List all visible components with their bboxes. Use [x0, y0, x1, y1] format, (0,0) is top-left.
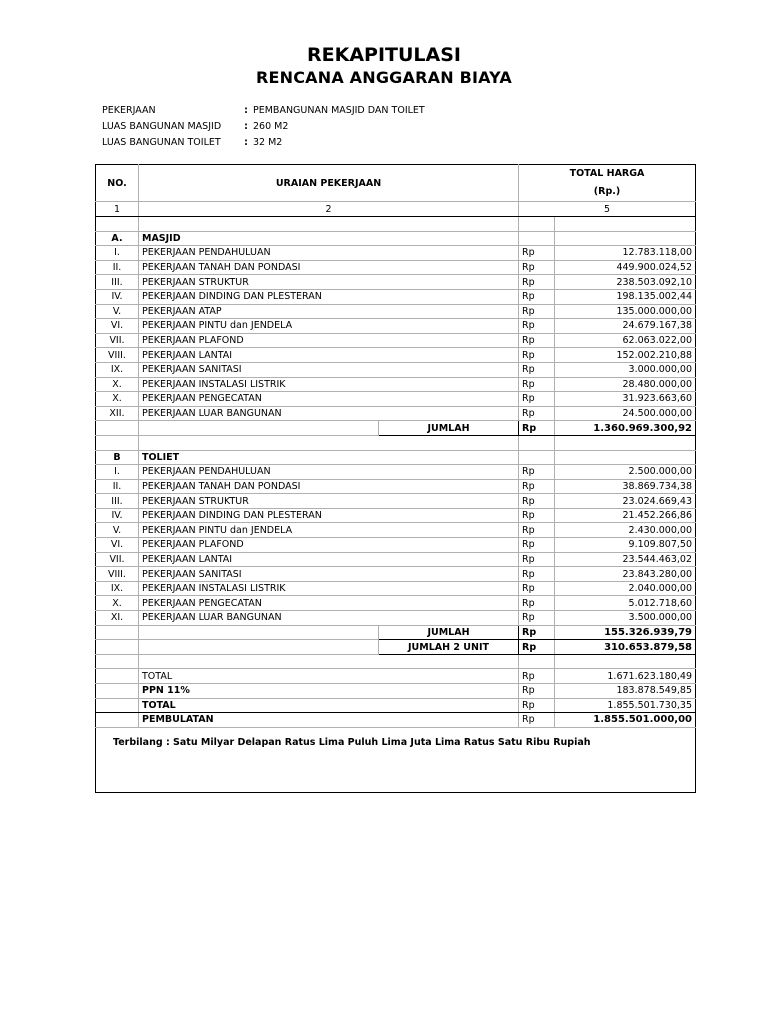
- item-currency: Rp: [519, 392, 555, 407]
- jumlah-label: JUMLAH: [379, 625, 519, 640]
- item-currency: Rp: [519, 538, 555, 553]
- info-row-pekerjaan: [102, 103, 425, 119]
- empty-cell: [139, 421, 379, 436]
- table-row: [96, 552, 696, 567]
- summary-row: [96, 669, 696, 684]
- table-row: [96, 465, 696, 480]
- summary-label: TOTAL: [139, 698, 519, 713]
- item-value: 198.135.002,44: [555, 289, 696, 304]
- item-value: 31.923.663,60: [555, 392, 696, 407]
- colnum-2: 2: [139, 202, 519, 217]
- item-currency: Rp: [519, 508, 555, 523]
- item-no: VIII.: [96, 567, 139, 582]
- table-row: [96, 523, 696, 538]
- item-name: PEKERJAAN SANITASI: [139, 362, 519, 377]
- summary-label: PPN 11%: [139, 684, 519, 699]
- item-name: PEKERJAAN INSTALASI LISTRIK: [139, 581, 519, 596]
- summary-value: 1.855.501.000,00: [555, 713, 696, 728]
- info-value: 32 M2: [253, 137, 283, 148]
- table-row: [96, 494, 696, 509]
- item-no: VI.: [96, 319, 139, 334]
- page-title: REKAPITULASI: [307, 44, 461, 66]
- item-name: PEKERJAAN LANTAI: [139, 348, 519, 363]
- jumlah-label: JUMLAH 2 UNIT: [379, 640, 519, 655]
- item-currency: Rp: [519, 581, 555, 596]
- item-currency: Rp: [519, 552, 555, 567]
- summary-row: [96, 713, 696, 728]
- table-row: [96, 538, 696, 553]
- item-no: VII.: [96, 333, 139, 348]
- item-name: PEKERJAAN INSTALASI LISTRIK: [139, 377, 519, 392]
- jumlah-value: 310.653.879,58: [555, 640, 696, 655]
- info-label: LUAS BANGUNAN TOILET: [102, 137, 221, 148]
- item-name: PEKERJAAN ATAP: [139, 304, 519, 319]
- empty-cell: [519, 435, 555, 450]
- summary-value: 183.878.549,85: [555, 684, 696, 699]
- item-no: IV.: [96, 289, 139, 304]
- empty-cell: [139, 435, 519, 450]
- item-no: II.: [96, 260, 139, 275]
- item-name: PEKERJAAN TANAH DAN PONDASI: [139, 260, 519, 275]
- item-name: PEKERJAAN PLAFOND: [139, 538, 519, 553]
- empty-cell: [96, 669, 139, 684]
- item-value: 2.500.000,00: [555, 465, 696, 480]
- item-currency: Rp: [519, 319, 555, 334]
- item-value: 62.063.022,00: [555, 333, 696, 348]
- terbilang-text: Terbilang : Satu Milyar Delapan Ratus Lima Puluh Lima Juta Lima Ratus Satu Ribu Rupiah: [96, 727, 696, 792]
- item-currency: Rp: [519, 246, 555, 261]
- info-row-luas-masjid: [102, 119, 425, 135]
- table-row: [96, 246, 696, 261]
- empty-cell: [139, 654, 519, 669]
- section-a-jumlah: [96, 421, 696, 436]
- empty-cell: [96, 435, 139, 450]
- item-no: XI.: [96, 611, 139, 626]
- item-no: VII.: [96, 552, 139, 567]
- table-row: [96, 392, 696, 407]
- info-colon: :: [244, 121, 248, 132]
- empty-cell: [96, 640, 139, 655]
- jumlah-value: 155.326.939,79: [555, 625, 696, 640]
- empty-cell: [139, 640, 379, 655]
- summary-row: [96, 684, 696, 699]
- item-currency: Rp: [519, 494, 555, 509]
- section-a-header: [96, 231, 696, 246]
- header-total-label: TOTAL HARGA: [569, 168, 645, 179]
- item-name: PEKERJAAN SANITASI: [139, 567, 519, 582]
- item-value: 2.430.000,00: [555, 523, 696, 538]
- section-b-header: [96, 450, 696, 465]
- item-name: PEKERJAAN PENGECATAN: [139, 596, 519, 611]
- header-uraian: URAIAN PEKERJAAN: [139, 165, 519, 202]
- item-value: 12.783.118,00: [555, 246, 696, 261]
- item-no: X.: [96, 596, 139, 611]
- item-currency: Rp: [519, 406, 555, 421]
- summary-row: [96, 698, 696, 713]
- item-name: PEKERJAAN PINTU dan JENDELA: [139, 523, 519, 538]
- item-name: PEKERJAAN DINDING DAN PLESTERAN: [139, 508, 519, 523]
- jumlah-label: JUMLAH: [379, 421, 519, 436]
- project-info: [102, 103, 425, 151]
- empty-cell: [96, 654, 139, 669]
- item-value: 38.869.734,38: [555, 479, 696, 494]
- table-row: [96, 596, 696, 611]
- table-row: [96, 260, 696, 275]
- table-row: [96, 406, 696, 421]
- item-currency: Rp: [519, 479, 555, 494]
- item-currency: Rp: [519, 260, 555, 275]
- spacer-row: [96, 435, 696, 450]
- info-value: PEMBANGUNAN MASJID DAN TOILET: [253, 105, 425, 116]
- item-name: PEKERJAAN DINDING DAN PLESTERAN: [139, 289, 519, 304]
- summary-currency: Rp: [519, 698, 555, 713]
- item-value: 2.040.000,00: [555, 581, 696, 596]
- item-value: 21.452.266,86: [555, 508, 696, 523]
- item-name: PEKERJAAN PINTU dan JENDELA: [139, 319, 519, 334]
- item-value: 135.000.000,00: [555, 304, 696, 319]
- item-currency: Rp: [519, 377, 555, 392]
- empty-cell: [555, 450, 696, 465]
- empty-cell: [139, 625, 379, 640]
- colnum-1: 1: [96, 202, 139, 217]
- section-a-name: MASJID: [139, 231, 519, 246]
- empty-cell: [96, 421, 139, 436]
- table-colnum-row: [96, 202, 696, 217]
- section-a-code: A.: [96, 231, 139, 246]
- item-value: 23.024.669,43: [555, 494, 696, 509]
- item-value: 152.002.210,88: [555, 348, 696, 363]
- empty-cell: [96, 713, 139, 728]
- item-value: 23.843.280,00: [555, 567, 696, 582]
- item-name: PEKERJAAN PENDAHULUAN: [139, 465, 519, 480]
- table-row: [96, 275, 696, 290]
- summary-value: 1.855.501.730,35: [555, 698, 696, 713]
- table-row: [96, 377, 696, 392]
- item-currency: Rp: [519, 348, 555, 363]
- jumlah-value: 1.360.969.300,92: [555, 421, 696, 436]
- header-total-harga: [519, 165, 696, 202]
- item-no: X.: [96, 392, 139, 407]
- item-currency: Rp: [519, 465, 555, 480]
- section-b-jumlah-2-unit: [96, 640, 696, 655]
- item-name: PEKERJAAN LUAR BANGUNAN: [139, 406, 519, 421]
- item-no: IX.: [96, 581, 139, 596]
- item-no: II.: [96, 479, 139, 494]
- table-row: [96, 333, 696, 348]
- info-row-luas-toilet: [102, 135, 425, 151]
- info-label: LUAS BANGUNAN MASJID: [102, 121, 222, 132]
- item-no: III.: [96, 275, 139, 290]
- item-currency: Rp: [519, 304, 555, 319]
- empty-cell: [519, 450, 555, 465]
- item-no: IV.: [96, 508, 139, 523]
- item-currency: Rp: [519, 362, 555, 377]
- item-currency: Rp: [519, 611, 555, 626]
- item-name: PEKERJAAN PENGECATAN: [139, 392, 519, 407]
- empty-cell: [555, 654, 696, 669]
- item-currency: Rp: [519, 275, 555, 290]
- budget-table: [95, 164, 696, 793]
- empty-cell: [96, 625, 139, 640]
- info-colon: :: [244, 137, 248, 148]
- item-no: V.: [96, 304, 139, 319]
- table-row: [96, 362, 696, 377]
- section-b-name: TOLIET: [139, 450, 519, 465]
- item-no: XII.: [96, 406, 139, 421]
- item-no: IX.: [96, 362, 139, 377]
- empty-cell: [555, 435, 696, 450]
- item-value: 3.500.000,00: [555, 611, 696, 626]
- summary-value: 1.671.623.180,49: [555, 669, 696, 684]
- table-row: [96, 508, 696, 523]
- item-name: PEKERJAAN LANTAI: [139, 552, 519, 567]
- info-value: 260 M2: [253, 121, 289, 132]
- empty-cell: [96, 698, 139, 713]
- table-row: [96, 289, 696, 304]
- item-currency: Rp: [519, 567, 555, 582]
- item-name: PEKERJAAN STRUKTUR: [139, 494, 519, 509]
- item-no: III.: [96, 494, 139, 509]
- table-row: [96, 567, 696, 582]
- item-currency: Rp: [519, 333, 555, 348]
- item-no: I.: [96, 246, 139, 261]
- table-row: [96, 581, 696, 596]
- item-currency: Rp: [519, 523, 555, 538]
- jumlah-currency: Rp: [519, 625, 555, 640]
- header-no: NO.: [96, 165, 139, 202]
- summary-label: TOTAL: [139, 669, 519, 684]
- summary-currency: Rp: [519, 669, 555, 684]
- item-value: 24.679.167,38: [555, 319, 696, 334]
- empty-cell: [96, 684, 139, 699]
- summary-currency: Rp: [519, 684, 555, 699]
- section-b-jumlah: [96, 625, 696, 640]
- item-name: PEKERJAAN PENDAHULUAN: [139, 246, 519, 261]
- table-row: [96, 479, 696, 494]
- item-value: 449.900.024,52: [555, 260, 696, 275]
- page-subtitle: RENCANA ANGGARAN BIAYA: [255, 68, 513, 87]
- item-name: PEKERJAAN LUAR BANGUNAN: [139, 611, 519, 626]
- info-label: PEKERJAAN: [102, 105, 156, 116]
- item-value: 5.012.718,60: [555, 596, 696, 611]
- item-no: VIII.: [96, 348, 139, 363]
- section-b-code: B: [96, 450, 139, 465]
- item-currency: Rp: [519, 289, 555, 304]
- item-no: X.: [96, 377, 139, 392]
- jumlah-currency: Rp: [519, 421, 555, 436]
- table-row: [96, 348, 696, 363]
- item-value: 28.480.000,00: [555, 377, 696, 392]
- item-no: VI.: [96, 538, 139, 553]
- summary-label: PEMBULATAN: [139, 713, 519, 728]
- item-name: PEKERJAAN STRUKTUR: [139, 275, 519, 290]
- summary-currency: Rp: [519, 713, 555, 728]
- item-name: PEKERJAAN PLAFOND: [139, 333, 519, 348]
- item-currency: Rp: [519, 596, 555, 611]
- table-row: [96, 304, 696, 319]
- info-colon: :: [244, 105, 248, 116]
- spacer-row: [96, 217, 696, 232]
- table-row: [96, 319, 696, 334]
- item-value: 9.109.807,50: [555, 538, 696, 553]
- jumlah-currency: Rp: [519, 640, 555, 655]
- spacer-row: [96, 654, 696, 669]
- table-header-row: [96, 165, 696, 202]
- terbilang-row: [96, 727, 696, 792]
- table-row: [96, 611, 696, 626]
- item-value: 238.503.092,10: [555, 275, 696, 290]
- colnum-5: 5: [519, 202, 696, 217]
- header-total-unit: (Rp.): [593, 186, 621, 197]
- item-value: 23.544.463,02: [555, 552, 696, 567]
- empty-cell: [519, 654, 555, 669]
- item-name: PEKERJAAN TANAH DAN PONDASI: [139, 479, 519, 494]
- item-value: 3.000.000,00: [555, 362, 696, 377]
- item-no: V.: [96, 523, 139, 538]
- item-no: I.: [96, 465, 139, 480]
- item-value: 24.500.000,00: [555, 406, 696, 421]
